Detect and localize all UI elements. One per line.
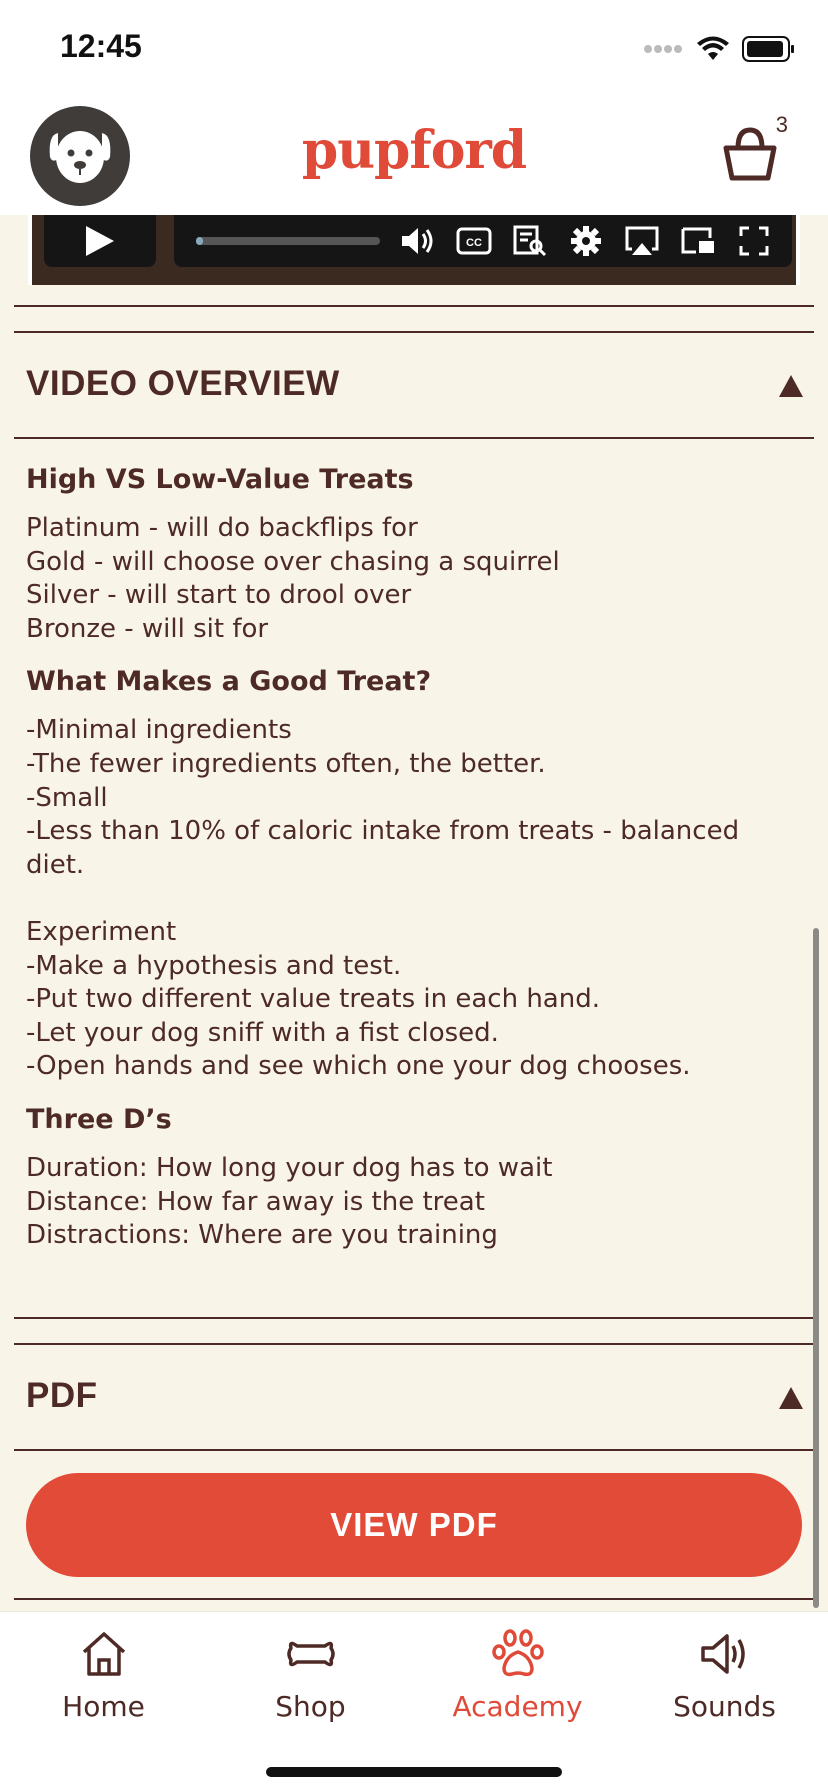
heading-three-ds: Three D’s: [26, 1103, 172, 1135]
list-item: Distractions: Where are you training: [26, 1220, 498, 1251]
list-item: -Put two different value treats in each hand.: [26, 984, 600, 1015]
video-progress-bar[interactable]: [196, 237, 380, 245]
video-overview-content: [26, 436, 796, 1269]
airplay-icon[interactable]: [624, 223, 660, 259]
tab-sounds[interactable]: [621, 1626, 828, 1723]
tab-label: Sounds: [673, 1690, 776, 1723]
list-item: Duration: How long your dog has to wait: [26, 1152, 553, 1183]
speaker-icon: [697, 1626, 753, 1682]
play-icon: [84, 224, 116, 258]
signal-icon: [644, 43, 684, 55]
list-item: Gold - will choose over chasing a squirrel: [26, 546, 560, 577]
divider: [14, 331, 814, 333]
pdf-section-title[interactable]: PDF: [26, 1376, 98, 1415]
cart-count-badge: 3: [775, 112, 788, 137]
divider: [14, 1598, 814, 1600]
play-button[interactable]: [44, 215, 156, 267]
three-ds-list: [26, 1152, 796, 1253]
list-item: Platinum - will do backflips for: [26, 513, 418, 543]
closed-captions-icon[interactable]: [456, 223, 492, 259]
battery-icon: [742, 36, 796, 62]
tab-label: Academy: [452, 1690, 583, 1723]
list-item: Distance: How far away is the treat: [26, 1186, 485, 1217]
heading-good-treat: What Makes a Good Treat?: [26, 666, 432, 698]
tab-academy[interactable]: [414, 1626, 621, 1723]
scrollbar[interactable]: [813, 928, 819, 1608]
wifi-icon: [696, 36, 730, 62]
settings-gear-icon[interactable]: [568, 223, 604, 259]
tab-home[interactable]: [0, 1626, 207, 1723]
paw-icon: [490, 1626, 546, 1682]
tab-shop[interactable]: [207, 1626, 414, 1723]
brand-logo[interactable]: pupford: [301, 120, 527, 181]
view-pdf-button[interactable]: VIEW PDF: [26, 1473, 802, 1577]
transcript-search-icon[interactable]: [512, 223, 548, 259]
tab-label: Shop: [275, 1690, 346, 1723]
list-item: Experiment: [26, 916, 177, 947]
list-item: -Less than 10% of caloric intake from treats - balanced diet.: [26, 816, 740, 880]
home-icon: [76, 1626, 132, 1682]
bone-icon: [283, 1626, 339, 1682]
collapse-arrow-icon[interactable]: [778, 1386, 804, 1410]
divider: [14, 1343, 814, 1345]
bottom-tab-bar: [0, 1612, 828, 1792]
video-controls: [174, 215, 792, 267]
list-item: -Minimal ingredients: [26, 715, 292, 746]
collapse-arrow-icon[interactable]: [778, 374, 804, 398]
list-item: -Open hands and see which one your dog chooses.: [26, 1051, 691, 1082]
picture-in-picture-icon[interactable]: [680, 223, 716, 259]
divider: [14, 1317, 814, 1319]
good-treat-list: [26, 714, 796, 1084]
home-indicator: [266, 1767, 562, 1777]
video-player[interactable]: [28, 215, 800, 285]
divider: [14, 305, 814, 307]
treat-tier-list: [26, 512, 796, 646]
heading-treat-values: High VS Low-Value Treats: [26, 464, 414, 495]
list-item: -Make a hypothesis and test.: [26, 950, 402, 981]
basket-icon: [720, 122, 780, 186]
list-item: -The fewer ingredients often, the better.: [26, 748, 546, 779]
list-item: -Small: [26, 782, 108, 813]
list-item: Silver - will start to drool over: [26, 580, 412, 611]
video-overview-title[interactable]: VIDEO OVERVIEW: [26, 364, 340, 403]
divider: [14, 1449, 814, 1451]
list-item: -Let your dog sniff with a fist closed.: [26, 1017, 499, 1048]
svg-text:CC: CC: [466, 237, 482, 249]
app-header: [0, 100, 828, 215]
status-time: 12:45: [60, 28, 142, 64]
fullscreen-icon[interactable]: [736, 223, 772, 259]
volume-icon[interactable]: [400, 223, 436, 259]
status-bar: [0, 0, 828, 100]
tab-label: Home: [62, 1690, 145, 1723]
list-item: Bronze - will sit for: [26, 613, 269, 644]
cart-button[interactable]: [720, 122, 780, 186]
status-icons: [644, 36, 796, 62]
video-progress-fill: [196, 237, 203, 245]
